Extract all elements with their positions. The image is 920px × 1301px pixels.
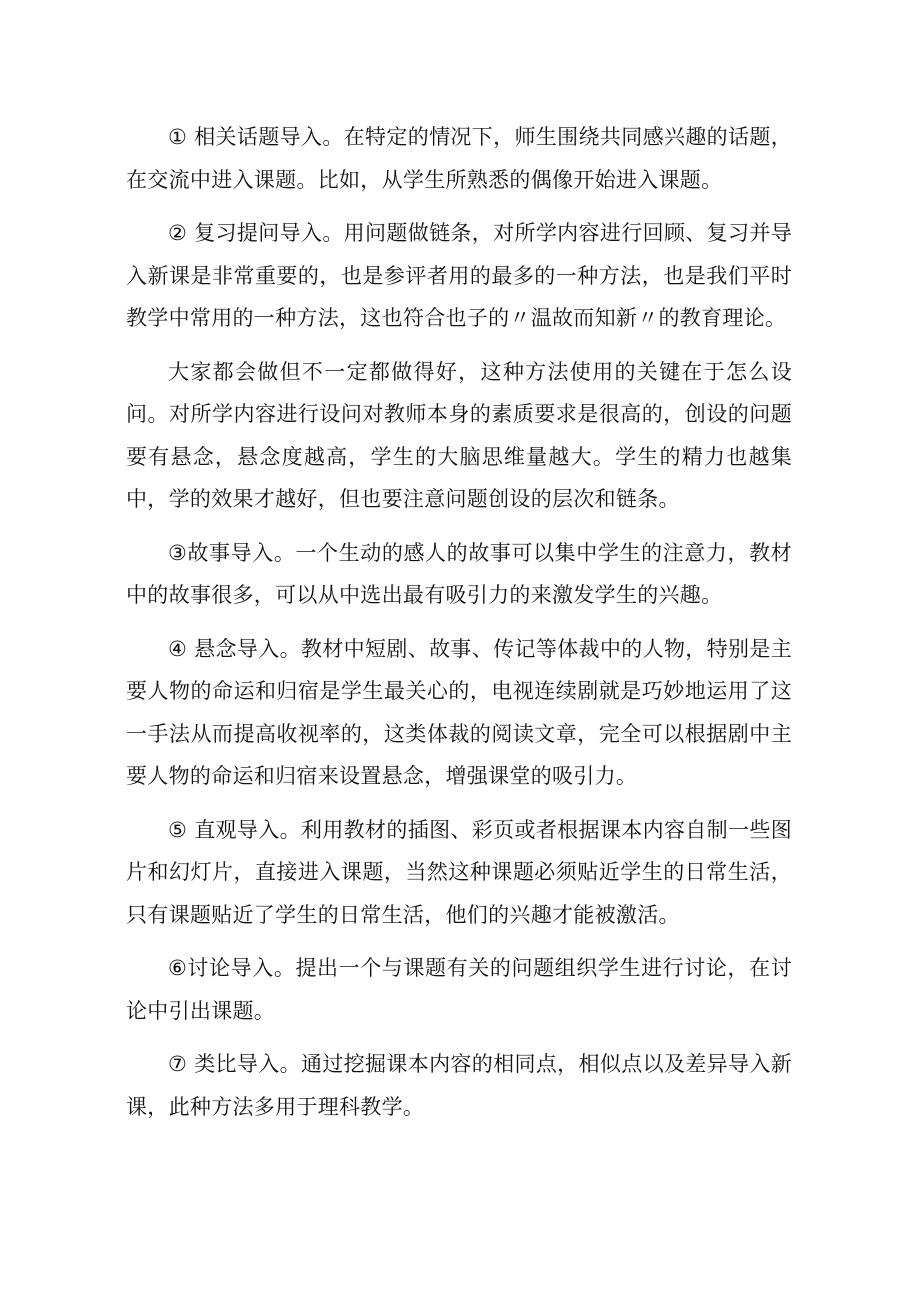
document-body xyxy=(126,116,792,1139)
paragraph-story-intro: ③故事导入。一个生动的感人的故事可以集中学生的注意力，教材中的故事很多，可以从中选出最有吸引力的来激发学生的兴趣。 xyxy=(126,540,792,607)
paragraph-analogy-intro: ⑦ 类比导入。通过挖掘课本内容的相同点，相似点以及差异导入新课，此种方法多用于理科教学。 xyxy=(126,1052,792,1119)
paragraph-review-question-intro: ② 复习提问导入。用问题做链条，对所学内容进行回顾、复习并导入新课是非常重要的，也是参评者用的最多的一种方法，也是我们平时教学中常用的一种方法，这也符合也子的〃温故而知新〃的教育理论。 xyxy=(126,221,792,330)
paragraph-topic-intro: ① 相关话题导入。在特定的情况下，师生围绕共同感兴趣的话题，在交流中进入课题。比如，从学生所熟悉的偶像开始进入课题。 xyxy=(126,125,792,192)
paragraph-suspense-intro: ④ 悬念导入。教材中短剧、故事、传记等体裁中的人物，特别是主要人物的命运和归宿是学生最关心的，电视连续剧就是巧妙地运用了这一手法从而提高收视率的，这类体裁的阅读文章，完全可以根据剧中主要人物的命运和归宿来设置悬念，增强课堂的吸引力。 xyxy=(126,636,792,788)
paragraph-visual-intro: ⑤ 直观导入。利用教材的插图、彩页或者根据课本内容自制一些图片和幻灯片，直接进入课题，当然这种课题必须贴近学生的日常生活，只有课题贴近了学生的日常生活，他们的兴趣才能被激活。 xyxy=(126,817,792,927)
paragraph-questioning-key: 大家都会做但不一定都做得好，这种方法使用的关键在于怎么设问。对所学内容进行设问对教师本身的素质要求是很高的，创设的问题要有悬念，悬念度越高，学生的大脑思维量越大。学生的精力也越集中，学的效果才越好，但也要注意问题创设的层次和链条。 xyxy=(126,359,792,511)
paragraph-discussion-intro: ⑥讨论导入。提出一个与课题有关的问题组织学生进行讨论，在讨论中引出课题。 xyxy=(126,956,792,1023)
